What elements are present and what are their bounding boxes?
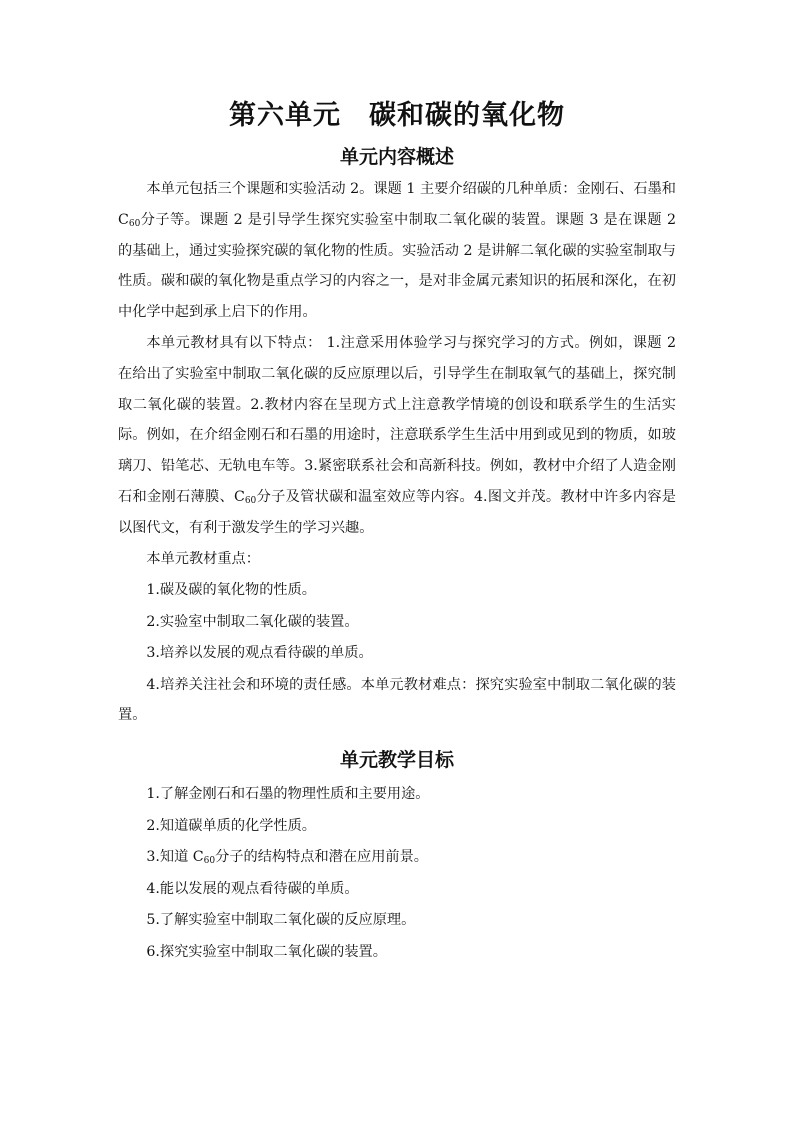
key-point-item: 3.培养以发展的观点看待碳的单质。 <box>146 645 373 662</box>
key-points-intro: 本单元教材重点： <box>146 550 260 567</box>
overview-heading: 单元内容概述 <box>339 146 454 168</box>
document-page <box>118 96 676 968</box>
overview-paragraph-1 <box>118 174 676 328</box>
document-title: 第六单元 碳和碳的氧化物 <box>229 100 565 131</box>
goal-item <box>118 842 676 874</box>
c60-subscript: 60 <box>244 495 257 506</box>
c60-subscript: 60 <box>128 218 141 229</box>
goal-item: 2.知道碳单质的化学性质。 <box>146 817 316 834</box>
overview-p2-text-b: 分子及管状碳和温室效应等内容。4.图文并茂。教材中许多内容是以图代文，有利于激发学生的学习兴趣。 <box>118 488 676 536</box>
c60-subscript: 60 <box>203 856 216 867</box>
overview-p1-text-b: 分子等。课题 2 是引导学生探究实验室中制取二氧化碳的装置。课题 3 是在课题 2 的基础上，通过实验探究碳的氧化物的性质。实验活动 2 是讲解二氧化碳的实验室制取与性质。碳和碳的氧化物是重点学习的内容之一，是对非金属元素知识的拓展和深化，在初中化学中起到承上启下的作用。 <box>118 211 676 321</box>
overview-paragraph-2 <box>118 328 676 544</box>
key-point-item-with-difficulty: 4.培养关注社会和环境的责任感。本单元教材难点：探究实验室中制取二氧化碳的装置。 <box>118 676 676 724</box>
goal-item: 6.探究实验室中制取二氧化碳的装置。 <box>146 943 387 960</box>
goal-item-3-text-b: 分子的结构特点和潜在应用前景。 <box>215 849 428 866</box>
goal-item: 4.能以发展的观点看待碳的单质。 <box>146 880 359 897</box>
goal-item-3-text-a: 3.知道 C <box>146 849 204 866</box>
goals-heading: 单元教学目标 <box>339 749 454 772</box>
key-point-item: 2.实验室中制取二氧化碳的装置。 <box>146 613 359 630</box>
goal-item: 1.了解金刚石和石墨的物理性质和主要用途。 <box>146 786 430 803</box>
overview-p1-text-a: 本单元包括三个课题和实验活动 2。课题 1 主要介绍碳的几种单质：金刚石、石墨和 C <box>118 181 676 228</box>
goal-item: 5.了解实验室中制取二氧化碳的反应原理。 <box>146 912 416 929</box>
key-point-item: 1.碳及碳的氧化物的性质。 <box>146 582 316 599</box>
overview-p2-text-a: 本单元教材具有以下特点： 1.注意采用体验学习与探究学习的方式。例如，课题 2 在给出了实验室中制取二氧化碳的反应原理以后，引导学生在制取氧气的基础上，探究制取二氧化碳的装置。2.教材内容在呈现方式上注意教学情境的创设和联系学生的生活实际。例如，在介绍金刚石和石墨的用途时，注意联系学生生活中用到或见到的物质，如玻璃刀、铅笔芯、无轨电车等。3.紧密联系社会和高新科技。例如，教材中介绍了人造金刚石和金刚石薄膜、C <box>118 334 676 505</box>
